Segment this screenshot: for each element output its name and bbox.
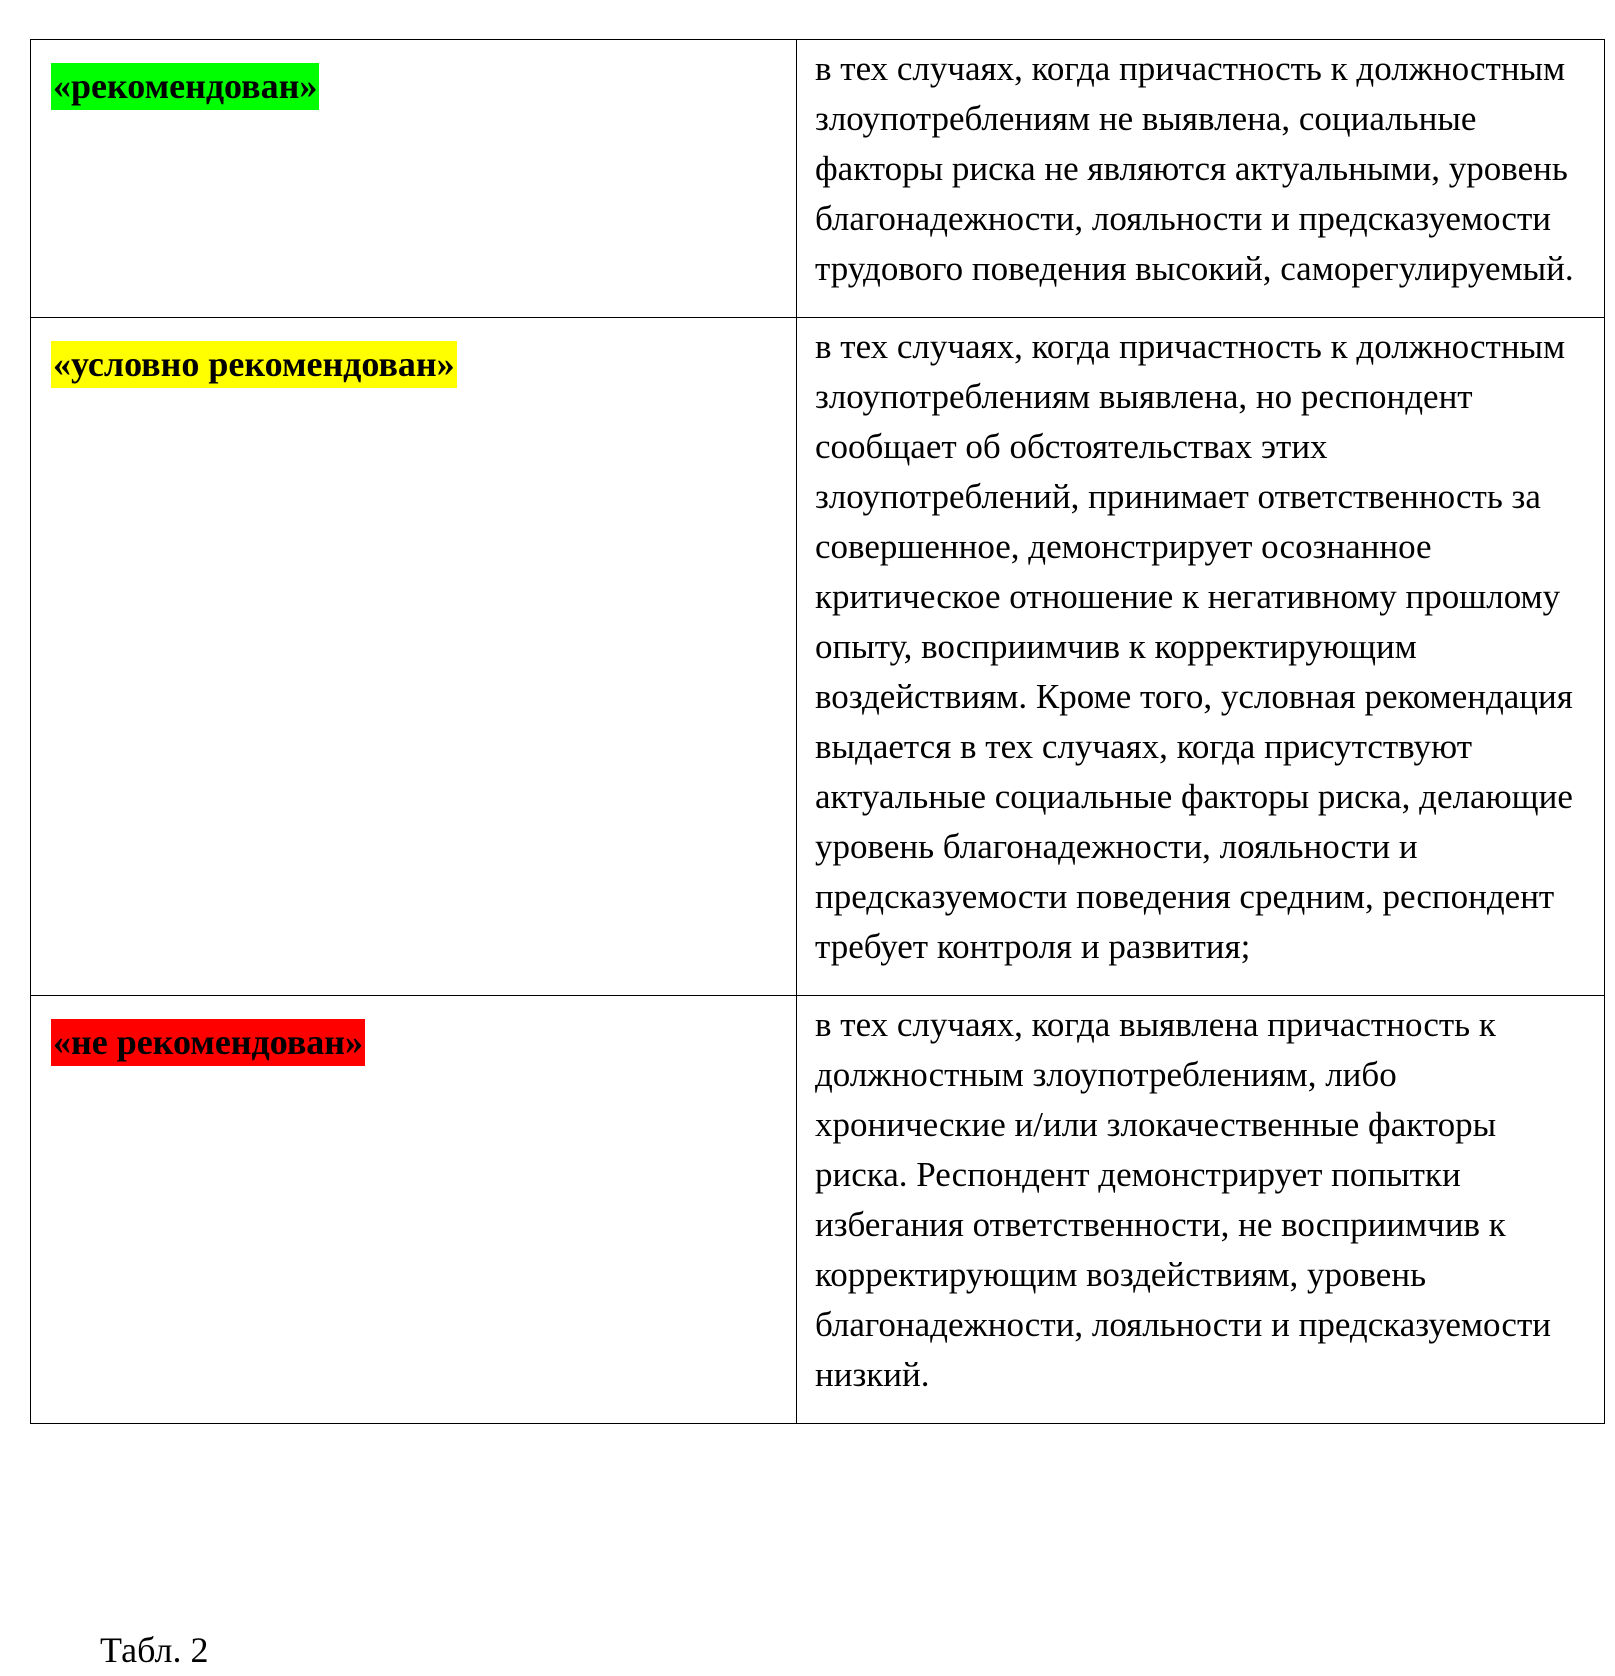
table-row — [31, 318, 1605, 996]
recommendation-table — [30, 39, 1605, 1424]
description-text: в тех случаях, когда выявлена причастность к должностным злоупотреблениям, либо хронические и/или злокачественные факторы риска. Респондент демонстрирует попытки избегания ответственности, не восприимчив к корректирующим воздействиям, уровень благонадежности, лояльности и предсказуемости низкий. — [815, 1005, 1551, 1394]
description-cell — [797, 40, 1605, 318]
category-label-recommended: «рекомендован» — [51, 63, 319, 110]
description-cell — [797, 318, 1605, 996]
table-row — [31, 996, 1605, 1424]
description-text: в тех случаях, когда причастность к должностным злоупотреблениям выявлена, но респондент сообщает об обстоятельствах этих злоупотреблений, принимает ответственность за совершенное, демонстрирует осознанное критическое отношение к негативному прошлому опыту, восприимчив к корректирующим воздействиям. Кроме того, условная рекомендация выдается в тех случаях, когда присутствуют актуальные социальные факторы риска, делающие уровень благонадежности, лояльности и предсказуемости поведения средним, респондент требует контроля и развития; — [815, 327, 1573, 966]
description-text: в тех случаях, когда причастность к должностным злоупотреблениям не выявлена, социальные факторы риска не являются актуальными, уровень благонадежности, лояльности и предсказуемости трудового поведения высокий, саморегулируемый. — [815, 49, 1574, 288]
table-row — [31, 40, 1605, 318]
category-label-conditionally-recommended: «условно рекомендован» — [51, 341, 457, 388]
description-cell — [797, 996, 1605, 1424]
category-cell — [31, 40, 797, 318]
category-label-not-recommended: «не рекомендован» — [51, 1019, 365, 1066]
category-cell — [31, 996, 797, 1424]
table-caption: Табл. 2 — [100, 1630, 209, 1670]
category-cell — [31, 318, 797, 996]
